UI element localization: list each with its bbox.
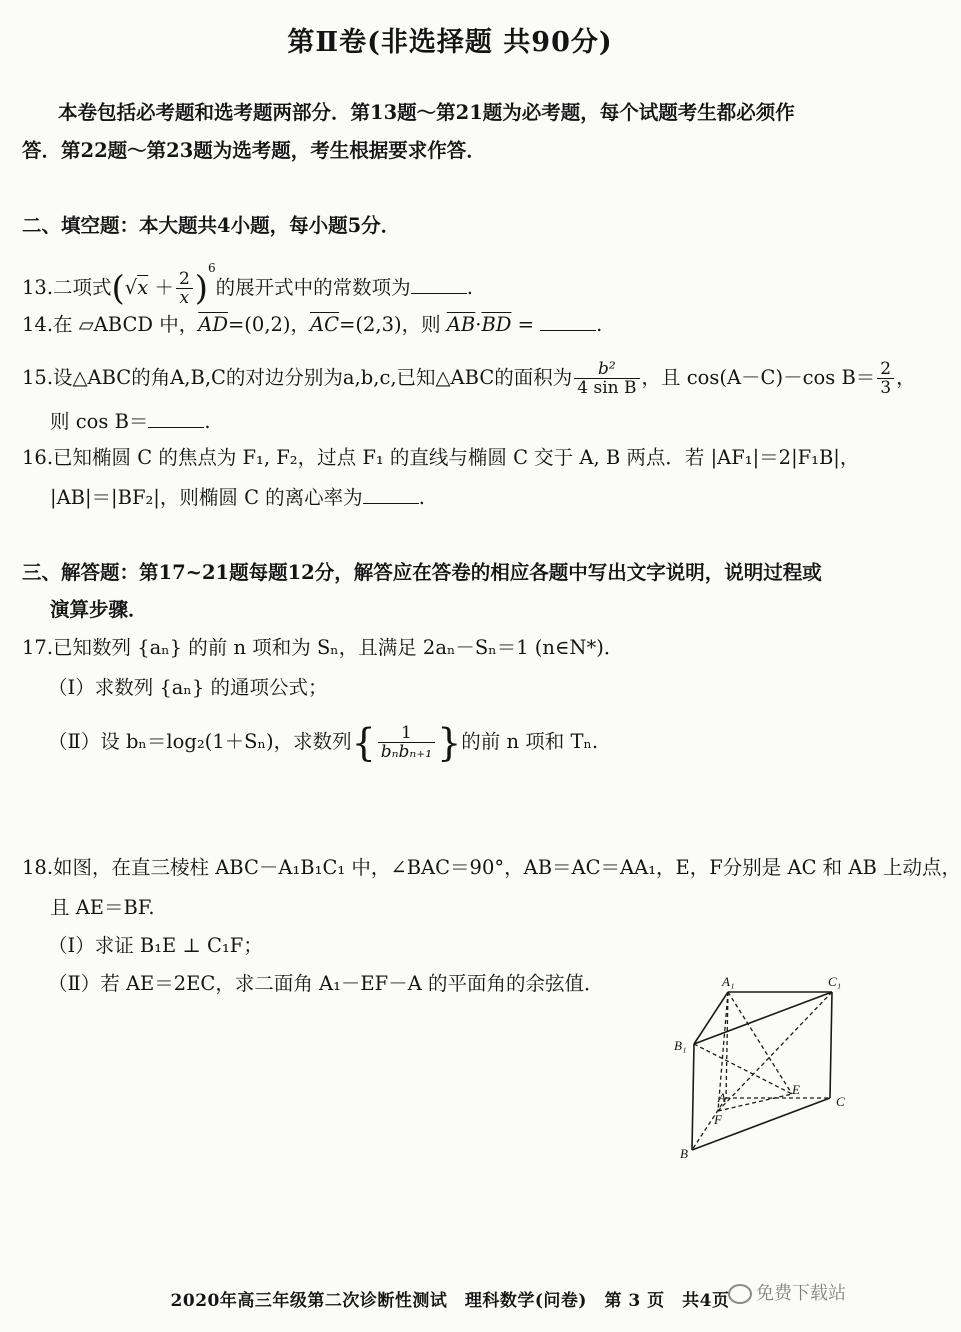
q13-number: 13.	[22, 276, 54, 299]
page-title: 第Ⅱ卷(非选择题 共90分)	[287, 27, 613, 58]
q16-line-1: 已知椭圆 C 的焦点为 F₁, F₂，过点 F₁ 的直线与椭圆 C 交于 A, B 两点．若 |AF₁|＝2|F₁B|，	[53, 446, 860, 469]
label-f: F	[714, 1112, 722, 1127]
q16-answer-blank	[363, 487, 419, 504]
q17-fraction: $\frac{1}{\text{bₙbₙ₊₁}}$	[378, 724, 435, 761]
q14-vec-ab: $\overline{AB}$	[446, 313, 476, 336]
label-e: E	[792, 1082, 800, 1097]
label-a1: A₁	[722, 974, 735, 989]
q17-number: 17.	[22, 636, 54, 659]
edge-a1-b1	[694, 992, 728, 1044]
q15-text-2: ，且 cos(A－C)－cos B＝	[641, 366, 876, 389]
question-17-part-1: （Ⅰ）求数列 {aₙ} 的通项公式；	[48, 676, 328, 699]
q15-answer-blank	[148, 411, 204, 428]
label-a: A	[718, 1090, 726, 1105]
section-3-heading: 三、解答题：第17~21题每题12分，解答应在答卷的相应各题中写出文字说明，说明过程或	[22, 561, 822, 584]
question-15-line-2: 则 cos B＝ .	[50, 410, 211, 433]
wechat-icon	[728, 1284, 752, 1304]
question-18-part-1: （Ⅰ）求证 B₁E ⊥ C₁F；	[48, 934, 263, 957]
line-e-f	[718, 1094, 792, 1111]
question-14: 14.在 ▱ABCD 中，$\overline{AD}=(0,2)$，$\overline{AC}=(2,3)$，则 $\overline{AB}\cdot\overline{BD}$ = .	[22, 313, 603, 336]
intro-line-1: 本卷包括必考题和选考题两部分．第13题～第21题为必考题，每个试题考生都必须作	[58, 101, 795, 124]
page-footer: 2020年高三年级第二次诊断性测试 理科数学(问卷) 第 3 页 共4页	[170, 1291, 730, 1311]
q14-vec-bd: $\overline{BD}$	[481, 313, 512, 336]
question-16	[22, 446, 859, 470]
question-13: 13.二项式(√x ＋ $\frac{2}{x}$ )$^6$的展开式中的常数项为 .	[22, 261, 473, 309]
label-c1: C₁	[828, 974, 842, 989]
section-2-heading: 二、填空题：本大题共4小题，每小题5分．	[22, 214, 401, 237]
q18-line-1: 如图，在直三棱柱 ABC－A₁B₁C₁ 中，∠BAC＝90°，AB＝AC＝AA₁，E，F分别是 AC 和 AB 上动点，	[53, 856, 961, 879]
q15-number: 15.	[22, 366, 54, 389]
q16-number: 16.	[22, 446, 54, 469]
edge-b1-c1	[694, 992, 832, 1044]
q18-number: 18.	[22, 856, 54, 879]
q14-ad-value: =(0,2)，	[227, 313, 311, 336]
edge-c1-c	[830, 992, 832, 1098]
watermark-text: 免费下载站	[756, 1283, 846, 1304]
question-16-line-2: |AB|＝|BF₂|，则椭圆 C 的离心率为 .	[50, 486, 425, 509]
q13-answer-blank	[411, 277, 467, 294]
q17-line-1: 已知数列 {aₙ} 的前 n 项和为 Sₙ，且满足 2aₙ－Sₙ＝1 (n∈N*)．	[53, 636, 624, 659]
question-17	[22, 636, 623, 660]
q15-text-1: 设△ABC的角A,B,C的对边分别为a,b,c,已知△ABC的面积为	[53, 366, 573, 389]
q17-part-2-post: 的前 n 项和 Tₙ.	[461, 730, 599, 753]
line-c1-f	[718, 992, 832, 1111]
q14-eq: =	[511, 313, 541, 336]
question-18-line-2: 且 AE＝BF.	[50, 896, 155, 919]
question-18	[22, 856, 961, 880]
q13-pre: 二项式	[53, 276, 112, 299]
q15-line-2-text: 则 cos B＝	[50, 410, 149, 433]
q13-fraction: $\frac{2}{x}$	[176, 270, 193, 307]
prism-figure	[672, 972, 862, 1172]
q14-ac-value: =(2,3)，则	[339, 313, 447, 336]
question-15: 15.设△ABC的角A,B,C的对边分别为a,b,c,已知△ABC的面积为 $\frac{\text{b²}}{\text{4 sin B}}$ ，且 cos(A－C)－cos B＝ $\frac{2}{3}$ ，	[22, 359, 916, 398]
watermark	[728, 1279, 846, 1305]
edge-b-c	[692, 1098, 830, 1150]
edge-b1-b	[692, 1044, 694, 1150]
line-b1-e	[694, 1044, 792, 1094]
q14-dot: ·	[475, 313, 482, 336]
q14-answer-blank	[540, 314, 596, 331]
q14-vec-ac: $\overline{AC}$	[310, 313, 340, 336]
q14-text: 在 ▱ABCD 中，	[53, 313, 199, 336]
q14-number: 14.	[22, 313, 54, 336]
q15-area-fraction: $\frac{\text{b²}}{\text{4 sin B}}$	[574, 360, 639, 397]
q16-line-2-text: |AB|＝|BF₂|，则椭圆 C 的离心率为	[50, 486, 363, 509]
q13-sqrt: √x ＋	[124, 276, 174, 299]
question-18-part-2: （Ⅱ）若 AE＝2EC，求二面角 A₁－EF－A 的平面角的余弦值．	[48, 972, 604, 995]
q13-post: 的展开式中的常数项为	[215, 276, 411, 299]
q14-vec-ad: $\overline{AD}$	[198, 313, 228, 336]
label-b1: B₁	[674, 1038, 687, 1053]
label-b: B	[680, 1146, 688, 1161]
question-17-part-2: （Ⅱ）设 bₙ＝log₂(1＋Sₙ)，求数列{ $\frac{1}{\text{bₙbₙ₊₁}}$ }的前 n 项和 Tₙ.	[48, 720, 599, 765]
q13-formula: (	[111, 268, 125, 309]
intro-line-2: 答．第22题～第23题为选考题，考生根据要求作答．	[22, 139, 486, 162]
label-c: C	[836, 1094, 845, 1109]
section-3-heading-line-2: 演算步骤．	[50, 598, 148, 621]
q17-part-2-pre: （Ⅱ）设 bₙ＝log₂(1＋Sₙ)，求数列	[48, 730, 352, 753]
q15-two-thirds: $\frac{2}{3}$	[877, 360, 894, 397]
